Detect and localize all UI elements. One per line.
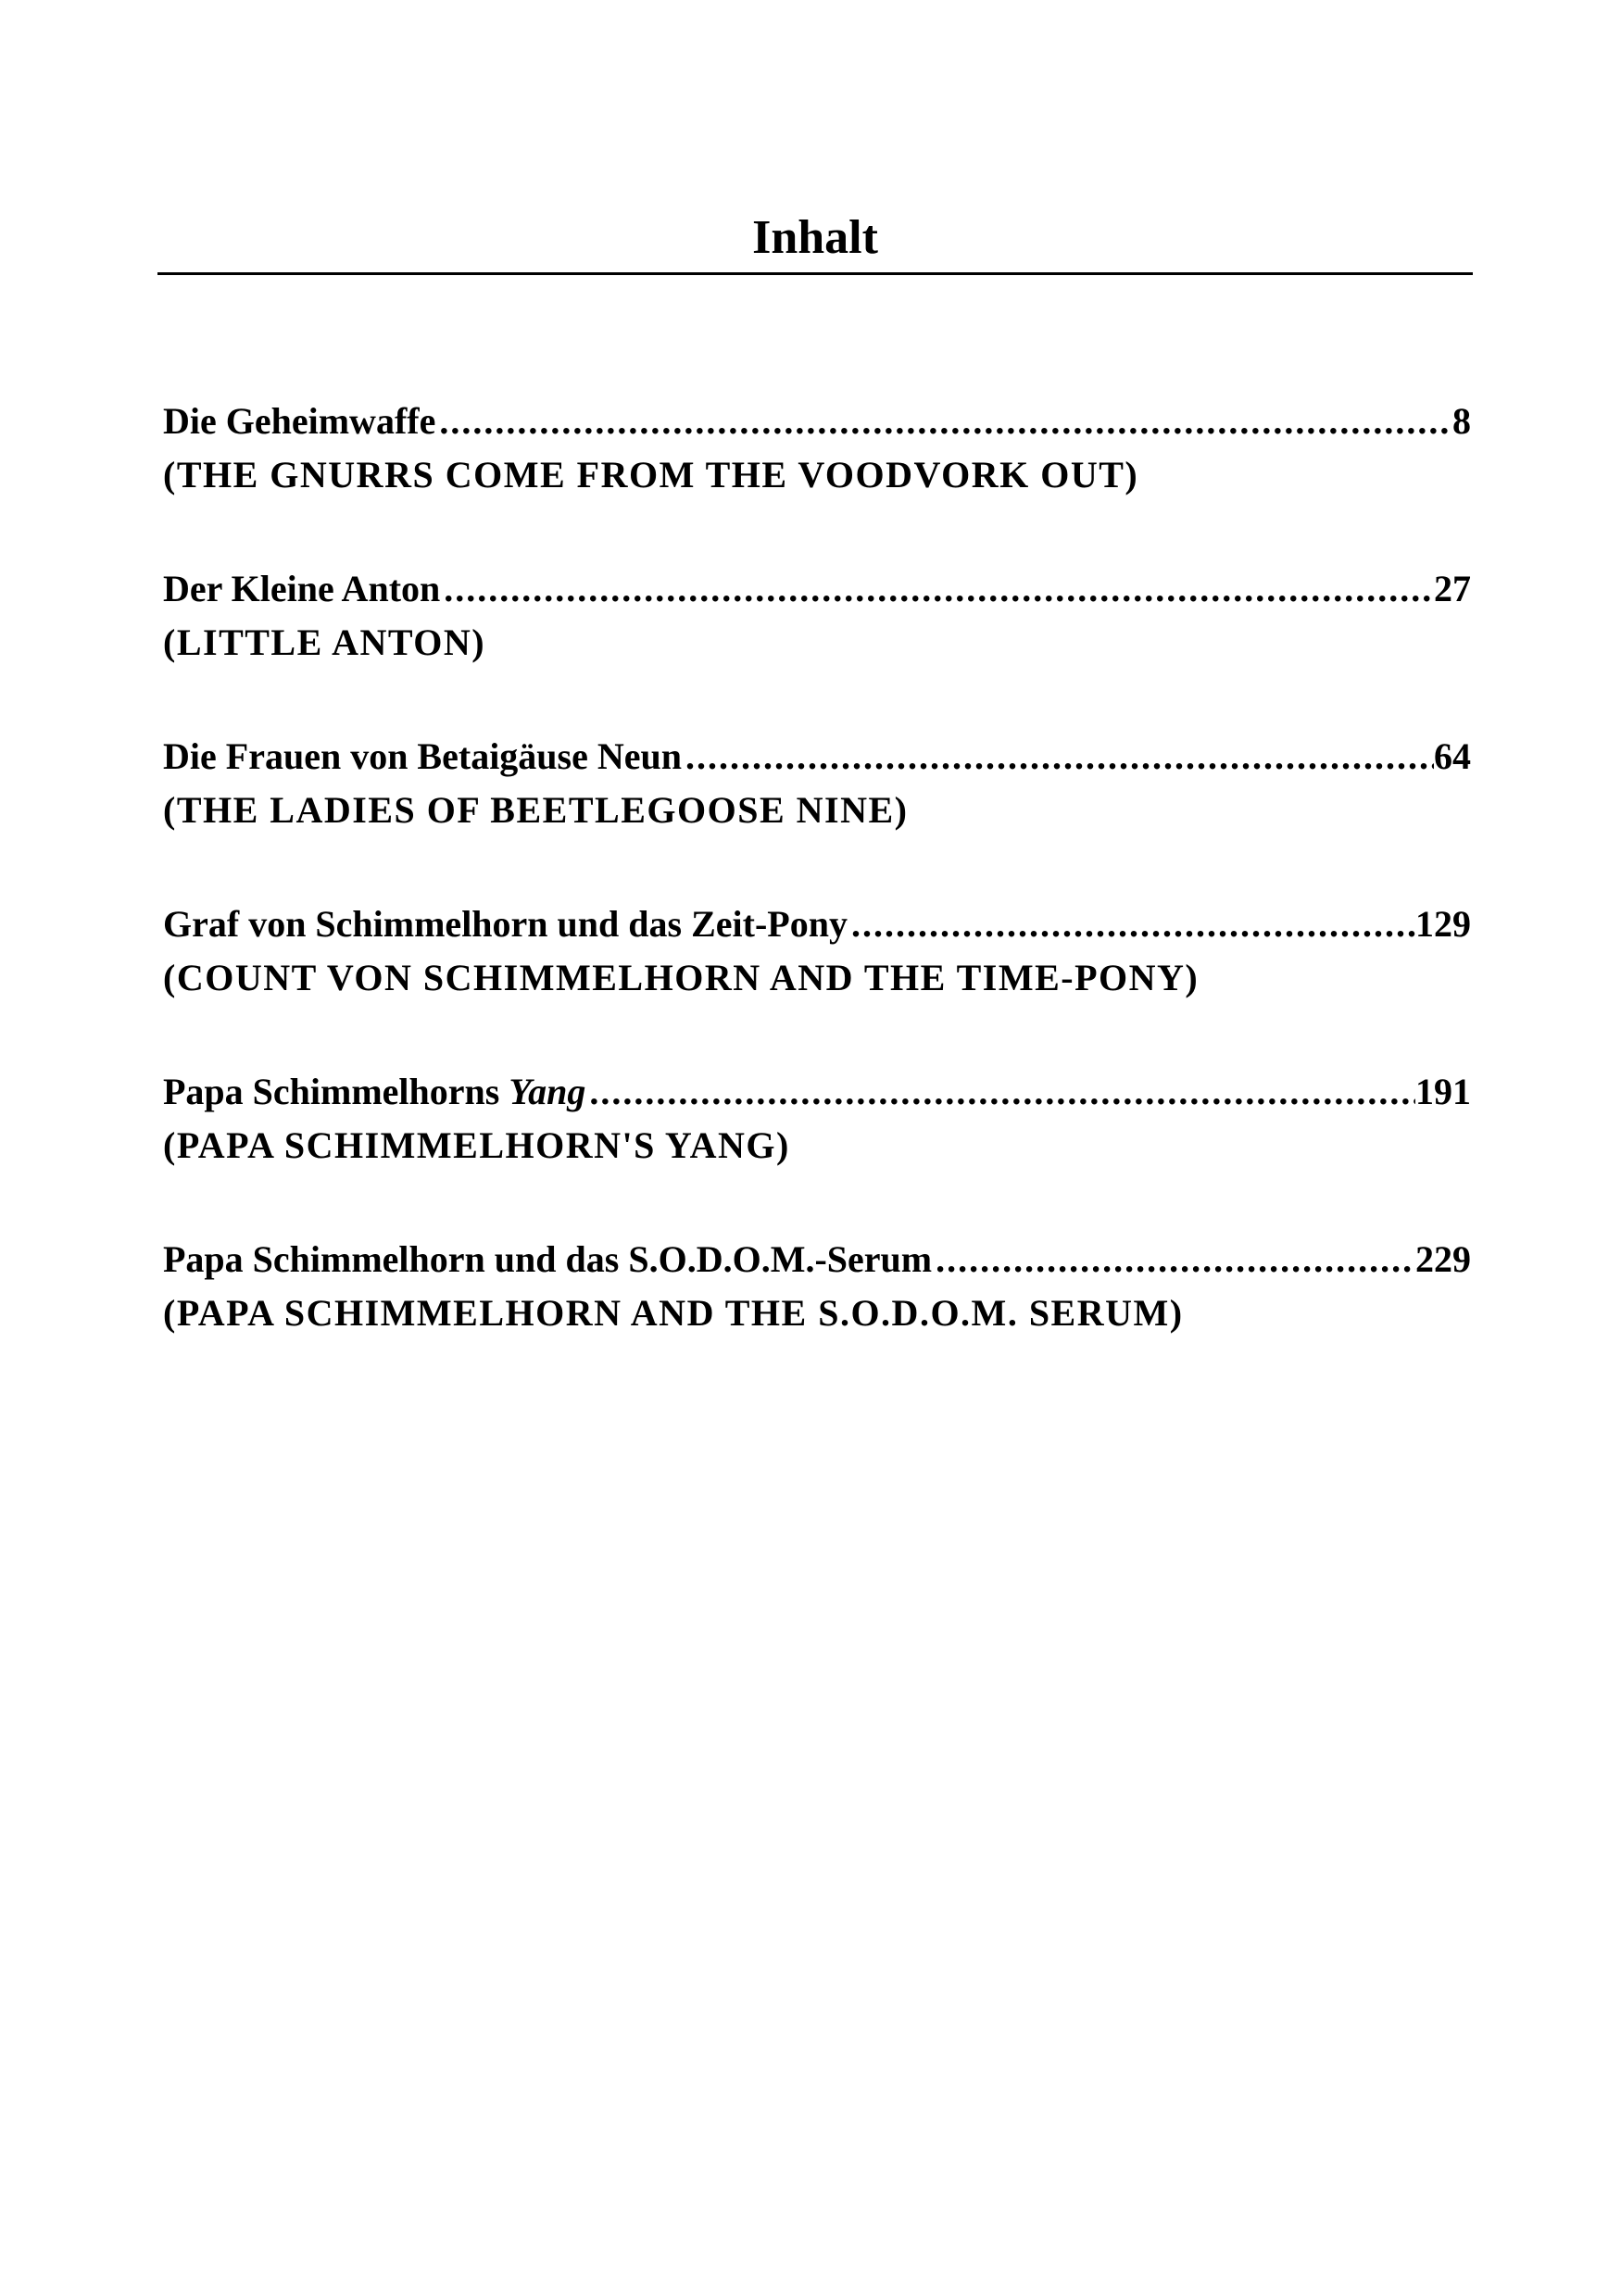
- toc-entry: [163, 394, 1471, 561]
- toc-entry-page-number: 27: [1434, 568, 1471, 609]
- dot-leader: [848, 897, 1415, 952]
- toc-entry-title-text: Die Frauen von Betaigäuse Neun: [163, 735, 682, 777]
- toc-entry-line: [163, 1064, 1471, 1120]
- toc-entry-title: [163, 561, 440, 617]
- toc-entry-line: [163, 729, 1471, 784]
- toc-entry: [163, 729, 1471, 897]
- toc-entry-title-text: Der Kleine Anton: [163, 568, 441, 609]
- toc-entry-original-title: (LITTLE ANTON): [163, 621, 486, 663]
- toc-entry-original-title: (THE GNURRS COME FROM THE VOODVORK OUT): [163, 454, 1139, 496]
- toc-entry-title: [163, 1232, 932, 1287]
- toc-entry-title: [163, 394, 435, 449]
- toc-entry-line: [163, 1232, 1471, 1287]
- toc-entry-line: [163, 897, 1471, 952]
- toc-entry: [163, 1064, 1471, 1232]
- dot-leader: [440, 561, 1434, 617]
- heading-rule: [157, 272, 1473, 275]
- toc-entry-title: [163, 729, 682, 784]
- toc-entry-title-text: Graf von Schimmelhorn und das Zeit-Pony: [163, 903, 848, 945]
- toc-entry-title: [163, 1064, 585, 1120]
- toc-entry-page-number: 129: [1415, 903, 1471, 945]
- toc-entry-line: [163, 394, 1471, 449]
- toc-entry-title-text: Papa Schimmelhorn und das S.O.D.O.M.-Serum: [163, 1238, 933, 1280]
- toc-entry: [163, 561, 1471, 729]
- toc-entry-page-number: 64: [1434, 735, 1471, 777]
- toc-entry-title-text: Die Geheimwaffe: [163, 400, 436, 442]
- toc-entry-original-title: (THE LADIES OF BEETLEGOOSE NINE): [163, 789, 909, 831]
- toc-entry-title-italic: Yang: [509, 1071, 586, 1112]
- toc-entry-title-text: Papa Schimmelhorns: [163, 1071, 509, 1112]
- toc-entry: [163, 897, 1471, 1064]
- table-of-contents: [163, 394, 1471, 1399]
- toc-entry-page-number: 191: [1415, 1071, 1471, 1112]
- toc-entry-line: [163, 561, 1471, 617]
- toc-entry-title: [163, 897, 848, 952]
- toc-entry-original-title: (PAPA SCHIMMELHORN'S YANG): [163, 1124, 790, 1166]
- toc-entry-page-number: 8: [1452, 400, 1471, 442]
- dot-leader: [682, 729, 1434, 784]
- page-title: Inhalt: [752, 211, 878, 264]
- dot-leader: [435, 394, 1452, 449]
- dot-leader: [932, 1232, 1415, 1287]
- toc-entry-original-title: (PAPA SCHIMMELHORN AND THE S.O.D.O.M. SERUM): [163, 1292, 1184, 1334]
- toc-entry-page-number: 229: [1415, 1238, 1471, 1280]
- dot-leader: [585, 1064, 1415, 1120]
- toc-entry-original-title: (COUNT VON SCHIMMELHORN AND THE TIME-PONY): [163, 957, 1200, 998]
- toc-entry: [163, 1232, 1471, 1399]
